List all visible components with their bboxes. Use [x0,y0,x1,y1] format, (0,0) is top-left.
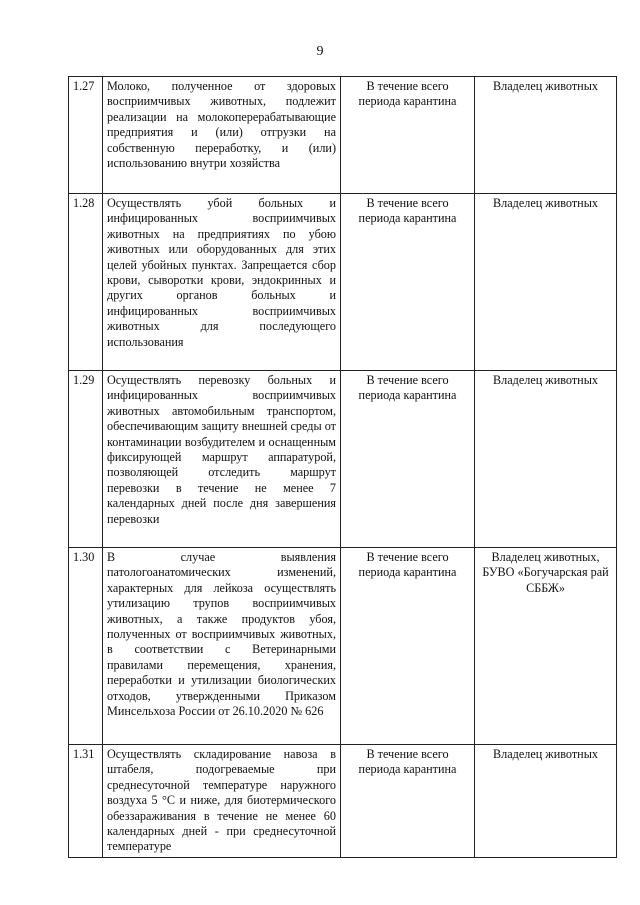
responsible-text: Владелец животных [475,371,617,548]
table-row [69,548,617,745]
page-number: 9 [316,44,324,59]
term-text: В течение всего периода карантина [341,745,475,858]
measure-text: Осуществлять перевозку больных и инфицированных восприимчивых животных автомобильным транспортом, обеспечивающим защиту внешней среды от контаминации возбудителем и оснащенным фиксирующей маршрут аппаратурой, позволяющей отследить маршрут перевозки в течение не менее 7 календарных дней после дня завершения перевозки [103,371,341,548]
responsible-text: Владелец животных, БУВО «Богучарская рай СББЖ» [475,548,617,745]
row-number: 1.31 [69,745,103,858]
measure-text: Осуществлять убой больных и инфицированных восприимчивых животных на предприятиях по убою животных или оборудованных для этих целей убойных пунктах. Запрещается сбор крови, сыворотки крови, эндокринных и других органов больных и инфицированных восприимчивых животных для последующего использования [103,194,341,371]
table-row [69,77,617,194]
term-text: В течение всего периода карантина [341,194,475,371]
responsible-text: Владелец животных [475,194,617,371]
measure-text: Молоко, полученное от здоровых восприимчивых животных, подлежит реализации на молокоперерабатывающие предприятия и (или) отгрузки на собственную переработку, и (или) использованию внутри хозяйства [103,77,341,194]
table-row [69,194,617,371]
responsible-text: Владелец животных [475,745,617,858]
quarantine-measures-table [68,76,617,858]
measure-text: Осуществлять складирование навоза в штабеля, подогреваемые при среднесуточной температуре наружного воздуха 5 °С и ниже, для биотермического обеззараживания в течение не менее 60 календарных дней - при среднесуточной температуре [103,745,341,858]
row-number: 1.28 [69,194,103,371]
term-text: В течение всего периода карантина [341,371,475,548]
row-number: 1.30 [69,548,103,745]
responsible-text: Владелец животных [475,77,617,194]
table-row [69,745,617,858]
measure-text: В случае выявления патологоанатомических изменений, характерных для лейкоза осуществлять утилизацию трупов восприимчивых животных, а также продуктов убоя, полученных от восприимчивых животных, в соответствии с Ветеринарными правилами перемещения, хранения, переработки и утилизации биологических отходов, утвержденными Приказом Минсельхоза России от 26.10.2020 № 626 [103,548,341,745]
term-text: В течение всего периода карантина [341,77,475,194]
row-number: 1.29 [69,371,103,548]
term-text: В течение всего периода карантина [341,548,475,745]
row-number: 1.27 [69,77,103,194]
table-row [69,371,617,548]
